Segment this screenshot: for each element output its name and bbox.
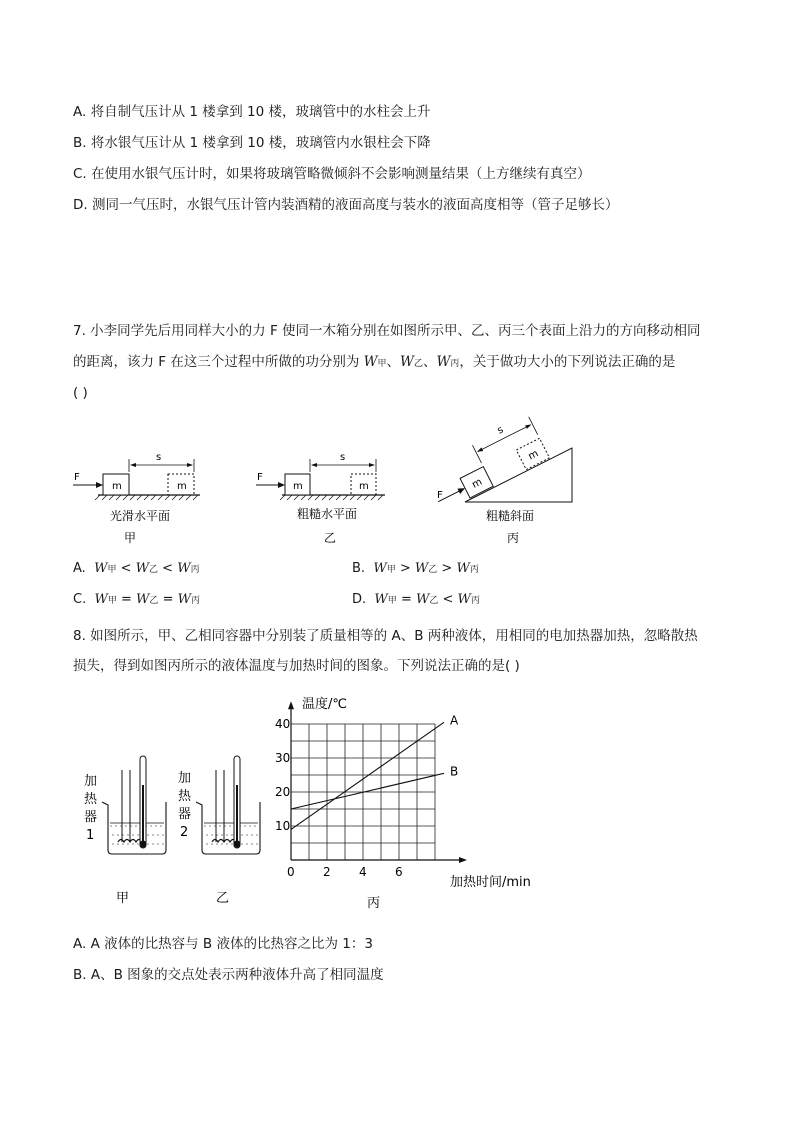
q7-stem-text: 的距离，该力 F 在这三个过程中所做的功分别为 [73,354,364,370]
q8-heater1-char: 加 [84,774,98,789]
q7-option-a [73,559,200,580]
q8-heater2-char: 加 [178,771,192,786]
q7-op: > [437,561,457,576]
chart-y-tick-label: 40 [275,717,291,731]
q7-figure-bing [420,411,572,545]
chart-y-axis-arrow [288,701,294,709]
q7-w-symbol: W [373,561,387,576]
q7-answer-paren: ( ) [73,385,88,401]
chart-series-label-b: B [450,764,459,779]
q7-w-symbol: W [94,592,108,607]
chart-x-axis-arrow [459,857,467,863]
q8-heater1-char: 器 [84,810,98,825]
q8-heater2-char: 热 [178,789,192,804]
q7-option-a-prefix: A. [73,561,86,576]
q7-stem-line2 [73,352,675,374]
q8-beaker-yi [178,756,260,906]
q7-yi-mass-label: m [293,481,303,492]
q7-bing-distance-label: s [495,424,506,437]
q7-op: < [158,561,178,576]
q8-stem-line1: 8. 如图所示，甲、乙相同容器中分别装了质量相等的 A、B 两种液体，用相同的电加热器加热，忽略散热 [73,628,698,644]
q8-heater1-char: 1 [86,828,95,843]
chart-x-tick-label: 4 [359,865,367,879]
q7-sub-bing: 丙 [470,596,480,606]
q7-sub-yi: 乙 [413,359,423,369]
q7-w-symbol: W [177,561,191,576]
chart-y-tick-label: 10 [275,819,291,833]
q7-option-b [352,559,479,580]
q8-heater1-char: 热 [84,792,98,807]
q7-op: > [395,561,415,576]
q7-bing-label: 丙 [507,531,520,545]
q7-option-d-prefix: D. [352,592,367,607]
q8-temperature-chart [270,688,540,918]
chart-series-line-b [291,773,444,809]
q8-stem-line2: 损失，得到如图丙所示的液体温度与加热时间的图象。下列说法正确的是( ) [73,658,520,674]
q7-sub-bing: 丙 [450,359,460,369]
q6-option-c: C. 在使用水银气压计时，如果将玻璃管略微倾斜不会影响测量结果（上方继续有真空） [73,166,591,182]
chart-series [291,713,459,829]
q7-op: < [116,561,136,576]
q7-op: = [396,592,416,607]
q7-sub-yi: 乙 [149,596,159,606]
q7-yi-distance-label: s [340,452,346,463]
q7-sub-bing: 丙 [190,596,200,606]
q7-option-d [352,590,480,611]
q7-w-symbol: W [363,354,378,370]
q7-figure-yi [256,452,385,545]
q7-w-symbol: W [136,592,150,607]
q6-option-a: A. 将自制气压计从 1 楼拿到 10 楼，玻璃管中的水柱会上升 [73,104,431,120]
q7-bing-mass-label: m [470,476,485,491]
q6-option-d: D. 测同一气压时，水银气压计管内装酒精的液面高度与装水的液面高度相等（管子足够长） [73,197,619,213]
q7-w-symbol: W [456,561,470,576]
q8-beaker-jia [84,756,166,906]
q7-bing-mass-label-final: m [526,448,541,463]
q8-option-b: B. A、B 图象的交点处表示两种液体升高了相同温度 [73,967,384,983]
q7-sub-jia: 甲 [377,359,387,369]
q8-jia-label: 甲 [116,891,130,906]
q7-w-symbol: W [94,561,108,576]
q7-w-symbol: W [177,592,191,607]
q7-w-symbol: W [415,592,430,607]
chart-y-tick-label: 20 [275,785,291,799]
q7-sub-yi: 乙 [429,596,439,606]
q7-figure [0,410,794,550]
chart-panel-label: 丙 [367,896,381,911]
q7-sub-bing: 丙 [190,565,200,575]
q8-heater2-char: 器 [178,807,192,822]
q7-w-symbol: W [400,354,414,370]
q7-sub-bing: 丙 [469,565,479,575]
q8-heater2-char: 2 [180,825,189,840]
q7-yi-mass-label-final: m [359,481,369,492]
q7-sub-yi: 乙 [149,565,159,575]
q7-sub-jia: 甲 [387,596,397,606]
q7-jia-force-label: F [74,472,80,483]
q7-w-symbol: W [414,561,429,576]
q8-yi-label: 乙 [216,891,230,906]
q6-option-b: B. 将水银气压计从 1 楼拿到 10 楼，玻璃管内水银柱会下降 [73,135,431,151]
chart-series-line-a [291,722,444,829]
q7-sep: 、 [422,354,437,370]
q7-jia-caption: 光滑水平面 [110,509,171,523]
q7-op: < [438,592,458,607]
q7-op: = [158,592,178,607]
q7-yi-force-label: F [257,472,263,483]
q7-stem-tail: ，关于做功大小的下列说法正确的是 [459,354,676,370]
q7-yi-label: 乙 [324,531,337,545]
chart-x-tick-label: 6 [395,865,403,879]
chart-x-axis-label: 加热时间/min [450,875,531,890]
chart-x-tick-label: 0 [287,865,295,879]
q7-option-c [73,590,200,611]
q7-bing-caption: 粗糙斜面 [486,509,535,523]
q7-sep: 、 [386,354,401,370]
chart-y-tick-label: 30 [275,751,291,765]
q8-option-a: A. A 液体的比热容与 B 液体的比热容之比为 1：3 [73,936,373,952]
q7-w-symbol: W [135,561,149,576]
q7-jia-mass-label-final: m [177,481,187,492]
q7-jia-mass-label: m [112,481,122,492]
q7-sub-jia: 甲 [386,565,396,575]
chart-series-label-a: A [450,713,459,728]
q7-w-symbol: W [436,354,451,370]
q7-sub-jia: 甲 [107,596,117,606]
q7-jia-label: 甲 [124,531,137,545]
q7-option-b-prefix: B. [352,561,366,576]
q7-figure-jia [73,452,200,545]
q7-stem-line1: 7. 小李同学先后用同样大小的力 F 使同一木箱分别在如图所示甲、乙、丙三个表面上沿力的方向移动相同 [73,323,701,339]
q7-yi-caption: 粗糙水平面 [297,507,358,521]
q7-w-symbol: W [374,592,388,607]
q7-option-c-prefix: C. [73,592,87,607]
q7-w-symbol: W [457,592,471,607]
chart-x-tick-label: 2 [323,865,331,879]
q7-sub-yi: 乙 [428,565,438,575]
q7-op: = [116,592,137,607]
q7-bing-force-label: F [437,490,443,501]
q7-sub-jia: 甲 [107,565,117,575]
chart-y-axis-label: 温度/℃ [302,697,347,712]
q7-jia-distance-label: s [156,452,162,463]
